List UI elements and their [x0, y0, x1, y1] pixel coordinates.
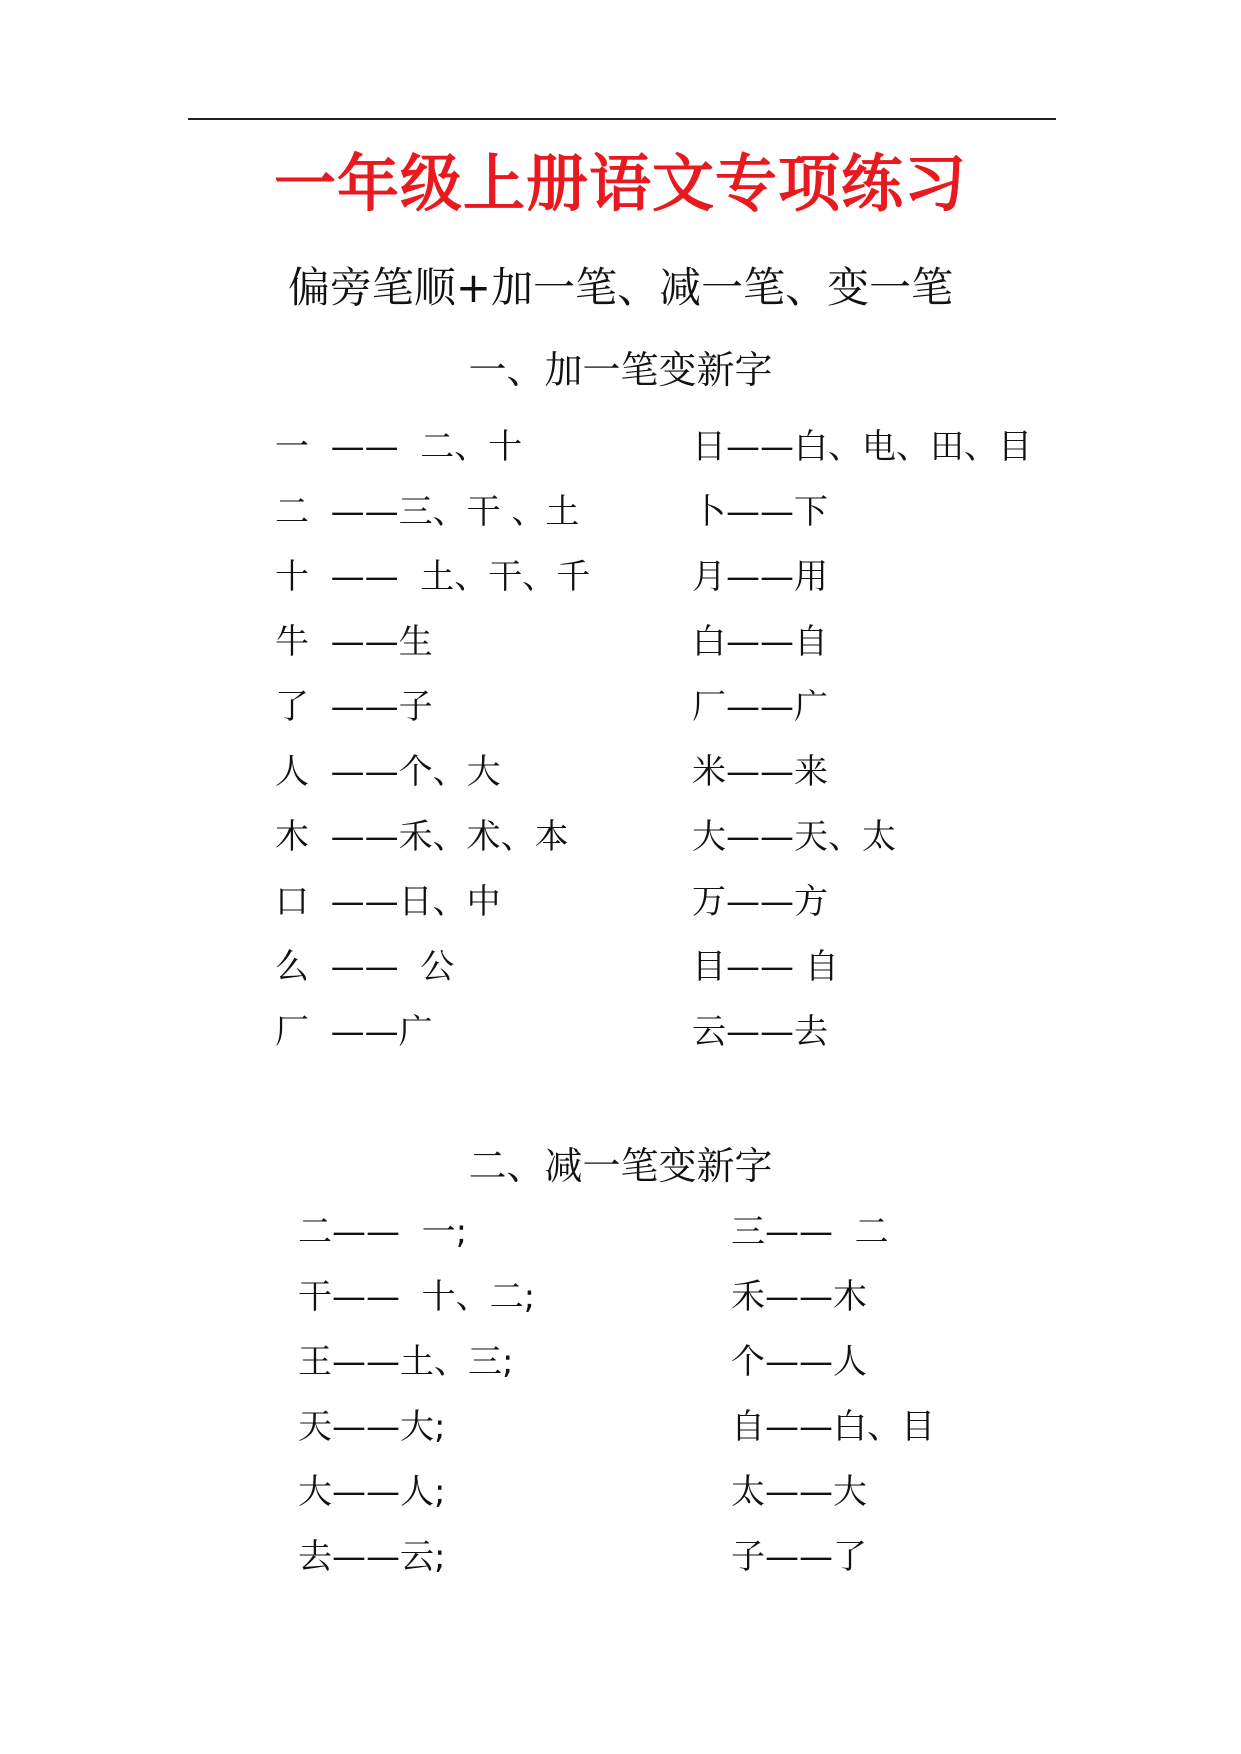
add-right-row: 万——方 [692, 882, 828, 922]
add-left-row: 二 ——三、干 、土 [275, 492, 580, 532]
section-remove-stroke-title: 二、减一笔变新字 [468, 1144, 773, 1188]
add-right-row: 厂——广 [692, 687, 828, 727]
add-left-row: 一 —— 二、十 [275, 427, 523, 467]
remove-right-row: 个——人 [731, 1342, 867, 1382]
remove-left-row: 二—— 一; [298, 1212, 468, 1252]
remove-right-row: 禾——木 [731, 1277, 867, 1317]
add-left-row: 厂 ——广 [275, 1012, 433, 1052]
add-right-row: 大——天、太 [692, 817, 896, 857]
remove-right-row: 太——大 [731, 1472, 867, 1512]
page-subtitle: 偏旁笔顺+加一笔、减一笔、变一笔 [287, 263, 954, 312]
add-right-row: 白——自 [692, 622, 828, 662]
remove-left-row: 干—— 十、二; [298, 1277, 536, 1317]
add-right-row: 米——来 [692, 752, 828, 792]
add-left-row: 木 ——禾、术、本 [275, 817, 569, 857]
remove-right-row: 子——了 [731, 1537, 867, 1577]
section-add-stroke-title: 一、加一笔变新字 [468, 348, 773, 392]
add-right-row: 目—— 自 [692, 947, 839, 987]
remove-left-row: 天——大; [298, 1407, 446, 1447]
add-left-row: 人 ——个、大 [275, 752, 501, 792]
remove-left-row: 王——土、三; [298, 1342, 514, 1382]
add-left-row: 十 —— 土、干、千 [275, 557, 591, 597]
header-rule [188, 118, 1056, 120]
remove-right-row: 三—— 二 [731, 1212, 889, 1252]
add-left-row: 了 ——子 [275, 687, 433, 727]
add-left-row: 牛 ——生 [275, 622, 433, 662]
add-right-row: 云——去 [692, 1012, 828, 1052]
add-left-row: 口 ——日、中 [275, 882, 501, 922]
page-title: 一年级上册语文专项练习 [273, 147, 967, 220]
add-right-row: 日——白、电、田、目 [692, 427, 1032, 467]
add-right-row: 月——用 [692, 557, 828, 597]
remove-left-row: 大——人; [298, 1472, 446, 1512]
remove-right-row: 自——白、目 [731, 1407, 935, 1447]
remove-left-row: 去——云; [298, 1537, 446, 1577]
add-right-row: 卜——下 [692, 492, 828, 532]
add-left-row: 么 —— 公 [275, 947, 455, 987]
